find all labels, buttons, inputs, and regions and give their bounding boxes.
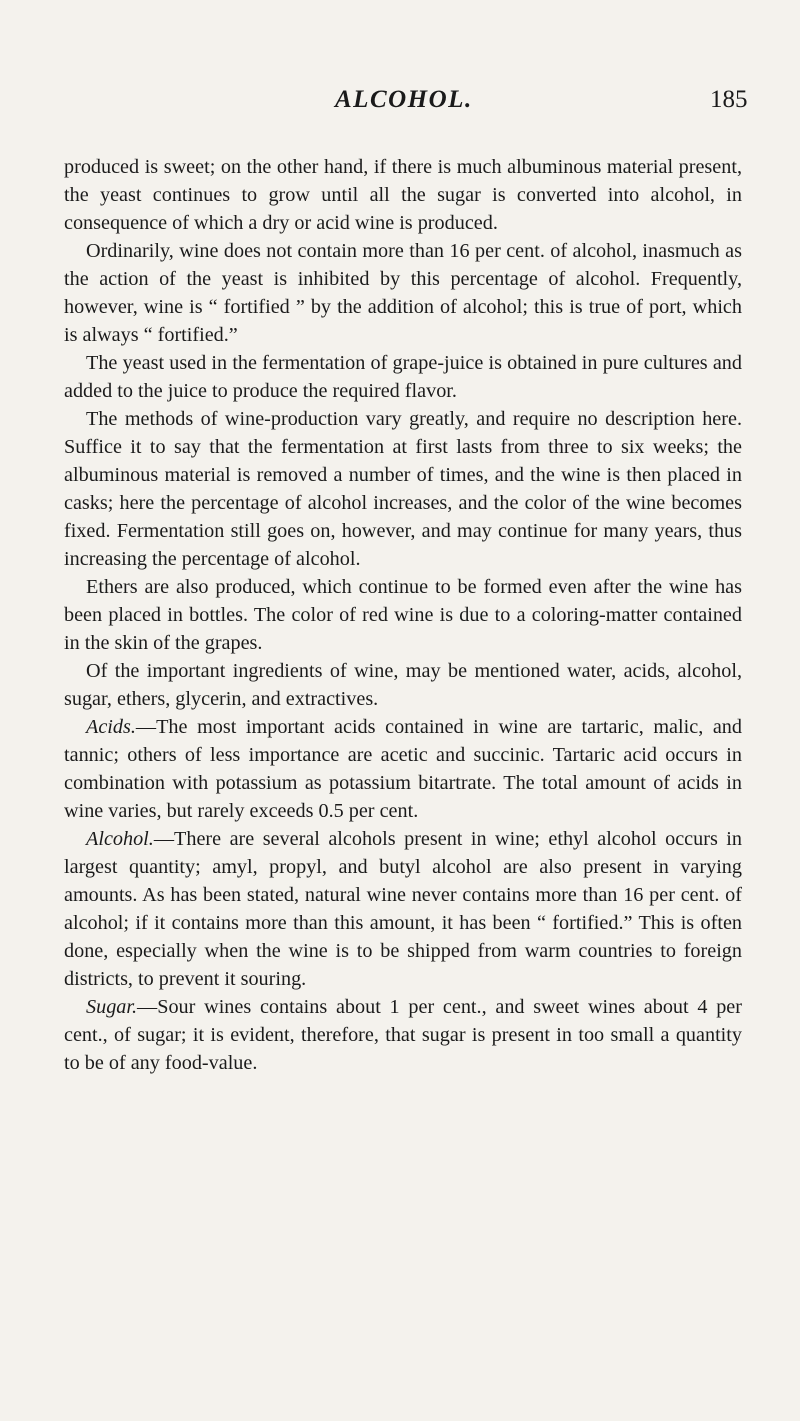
paragraph-yeast	[64, 349, 742, 405]
body-text	[64, 153, 742, 1077]
paragraph-alcohol	[64, 825, 742, 993]
section-lead-acids: Acids.	[86, 716, 136, 738]
paragraph-ethers	[64, 573, 742, 657]
running-title: ALCOHOL.	[335, 86, 473, 113]
paragraph-text: produced is sweet; on the other hand, if there is much albuminous material present, the yeast continues to grow until all the sugar is converted into alcohol, in consequence of which a dry or acid wine is produced.	[64, 156, 742, 234]
paragraph-acids	[64, 713, 742, 825]
paragraph-sugar	[64, 993, 742, 1077]
paragraph-text: —There are several alcohols present in wine; ethyl alcohol occurs in largest quantity; amyl, propyl, and butyl alcohol are also present in varying amounts. As has been stated, natural wine never contains more than 16 per cent. of alcohol; if it contains more than this amount, it has been “ fortified.” This is often done, especially when the wine is to be shipped from warm countries to foreign districts, to prevent it souring.	[64, 828, 742, 990]
running-head	[0, 86, 800, 126]
paragraph-ingredients	[64, 657, 742, 713]
paragraph-alcohol-content	[64, 237, 742, 349]
paragraph-text: —Sour wines contains about 1 per cent., and sweet wines about 4 per cent., of sugar; it is evident, therefore, that sugar is present in too small a quantity to be of any food-value.	[64, 996, 742, 1074]
paragraph-text: The yeast used in the fermentation of grape-juice is obtained in pure cultures and added to the juice to produce the required flavor.	[64, 352, 742, 402]
paragraph-text: Of the important ingredients of wine, may be mentioned water, acids, alcohol, sugar, ethers, glycerin, and extractives.	[64, 660, 742, 710]
paragraph-text: The methods of wine-production vary greatly, and require no description here. Suffice it to say that the fermentation at first lasts from three to six weeks; the albuminous material is removed a number of times, and the wine is then placed in casks; here the percentage of alcohol increases, and the color of the wine becomes fixed. Fermentation still goes on, however, and may continue for many years, thus increasing the percentage of alcohol.	[64, 408, 742, 570]
section-lead-sugar: Sugar.	[86, 996, 138, 1018]
section-lead-alcohol: Alcohol.	[86, 828, 154, 850]
paragraph-text: Ordinarily, wine does not contain more than 16 per cent. of alcohol, inasmuch as the action of the yeast is inhibited by this percentage of alcohol. Frequently, however, wine is “ fortified ” by the addition of alcohol; this is true of port, which is always “ fortified.”	[64, 240, 742, 346]
page-number: 185	[710, 86, 748, 113]
paragraph-methods	[64, 405, 742, 573]
paragraph-text: —The most important acids contained in wine are tartaric, malic, and tannic; others of less importance are acetic and succinic. Tartaric acid occurs in combination with potassium as potassium bitartrate. The total amount of acids in wine varies, but rarely exceeds 0.5 per cent.	[64, 716, 742, 822]
paragraph-continuation	[64, 153, 742, 237]
paragraph-text: Ethers are also produced, which continue to be formed even after the wine has been placed in bottles. The color of red wine is due to a coloring-matter contained in the skin of the grapes.	[64, 576, 742, 654]
